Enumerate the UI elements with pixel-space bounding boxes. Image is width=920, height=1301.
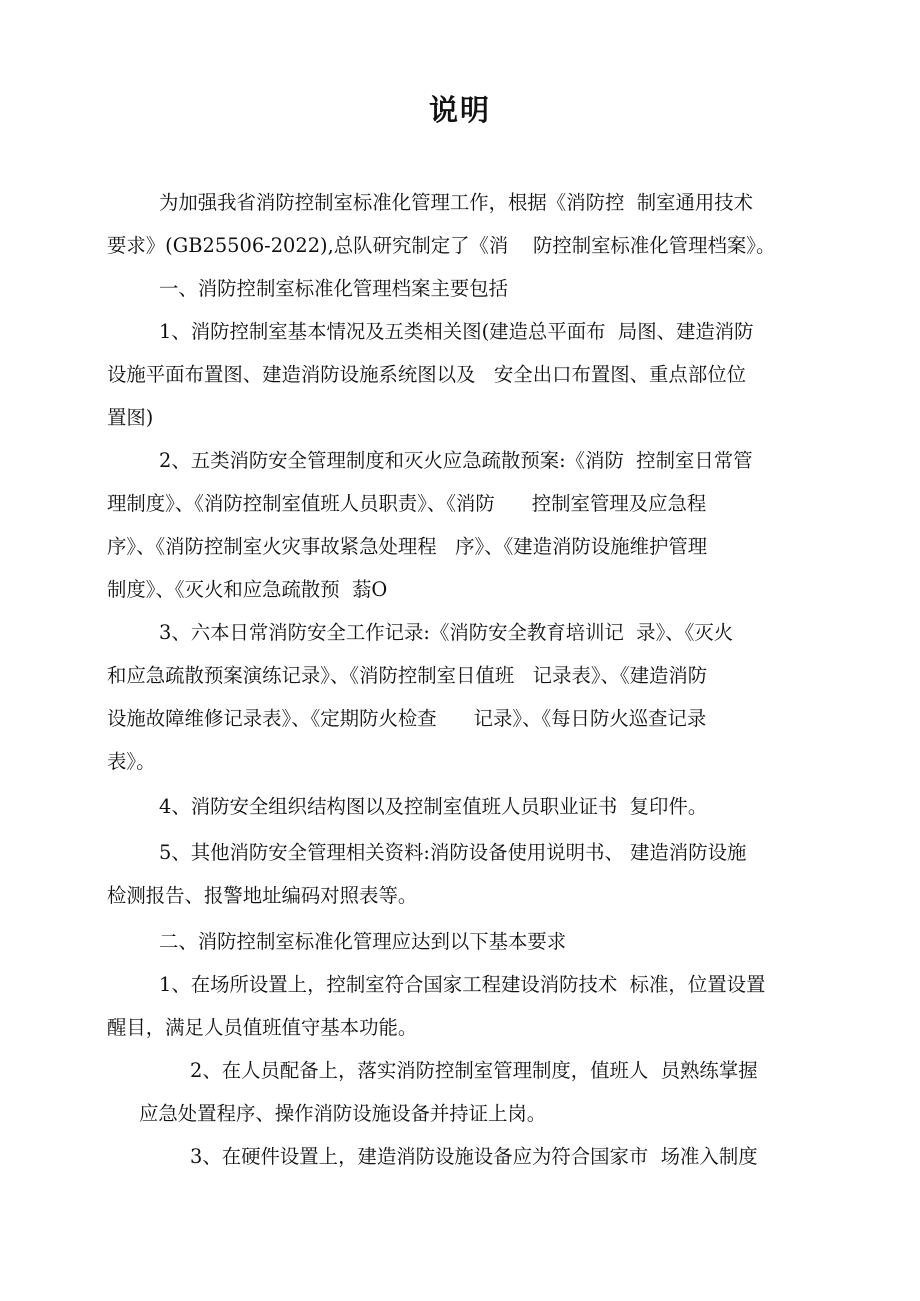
page-title: 说明 [428,93,491,127]
body-line: 制度》、《灭火和应急疏散预 蓊O [107,578,388,601]
body-line: 要求》(GB25506-2022),总队研究制定了《消 防控制室标准化管理档案》。 [107,234,776,257]
section-heading: 一、消防控制室标准化管理档案主要包括 [159,277,509,300]
body-line: 序》、《消防控制室火灾事故紧急处理程 序》、《建造消防设施维护管理 [107,535,708,558]
body-line: 检测报告、报警地址编码对照表等。 [107,884,418,907]
body-line: 2、五类消防安全管理制度和灭火应急疏散预案:《消防 控制室日常管 [159,449,753,472]
body-line: 3、在硬件设置上，建造消防设施设备应为符合国家市 场准入制度 [190,1145,758,1168]
body-line: 2、在人员配备上，落实消防控制室管理制度，值班人 员熟练掌握 [190,1059,758,1082]
body-line: 1、在场所设置上，控制室符合国家工程建设消防技术 标准，位置设置 [159,973,766,996]
body-line: 设施平面布置图、建造消防设施系统图以及 安全出口布置图、重点部位位 [107,363,746,386]
body-line: 醒目，满足人员值班值守基本功能。 [107,1016,418,1039]
body-line: 3、六本日常消防安全工作记录:《消防安全教育培训记 录》、《灭火 [159,621,734,644]
body-line: 置图) [107,406,154,429]
body-line: 理制度》、《消防控制室值班人员职责》、《消防 控制室管理及应急程 [107,492,707,515]
body-line: 1、消防控制室基本情况及五类相关图(建造总平面布 局图、建造消防 [159,320,754,343]
body-line: 设施故障维修记录表》、《定期防火检查 记录》、《每日防火巡查记录 [107,707,707,730]
body-line: 表》。 [107,750,156,773]
body-line: 应急处置程序、操作消防设施设备并持证上岗。 [139,1102,547,1125]
body-line: 为加强我省消防控制室标准化管理工作，根据《消防控 制室通用技术 [159,191,754,214]
section-heading: 二、消防控制室标准化管理应达到以下基本要求 [159,930,567,953]
body-line: 和应急疏散预案演练记录》、《消防控制室日值班 记录表》、《建造消防 [107,664,708,687]
body-line: 4、消防安全组织结构图以及控制室值班人员职业证书 复印件。 [159,795,708,818]
body-line: 5、其他消防安全管理相关资料:消防设备使用说明书、 建造消防设施 [159,841,747,864]
